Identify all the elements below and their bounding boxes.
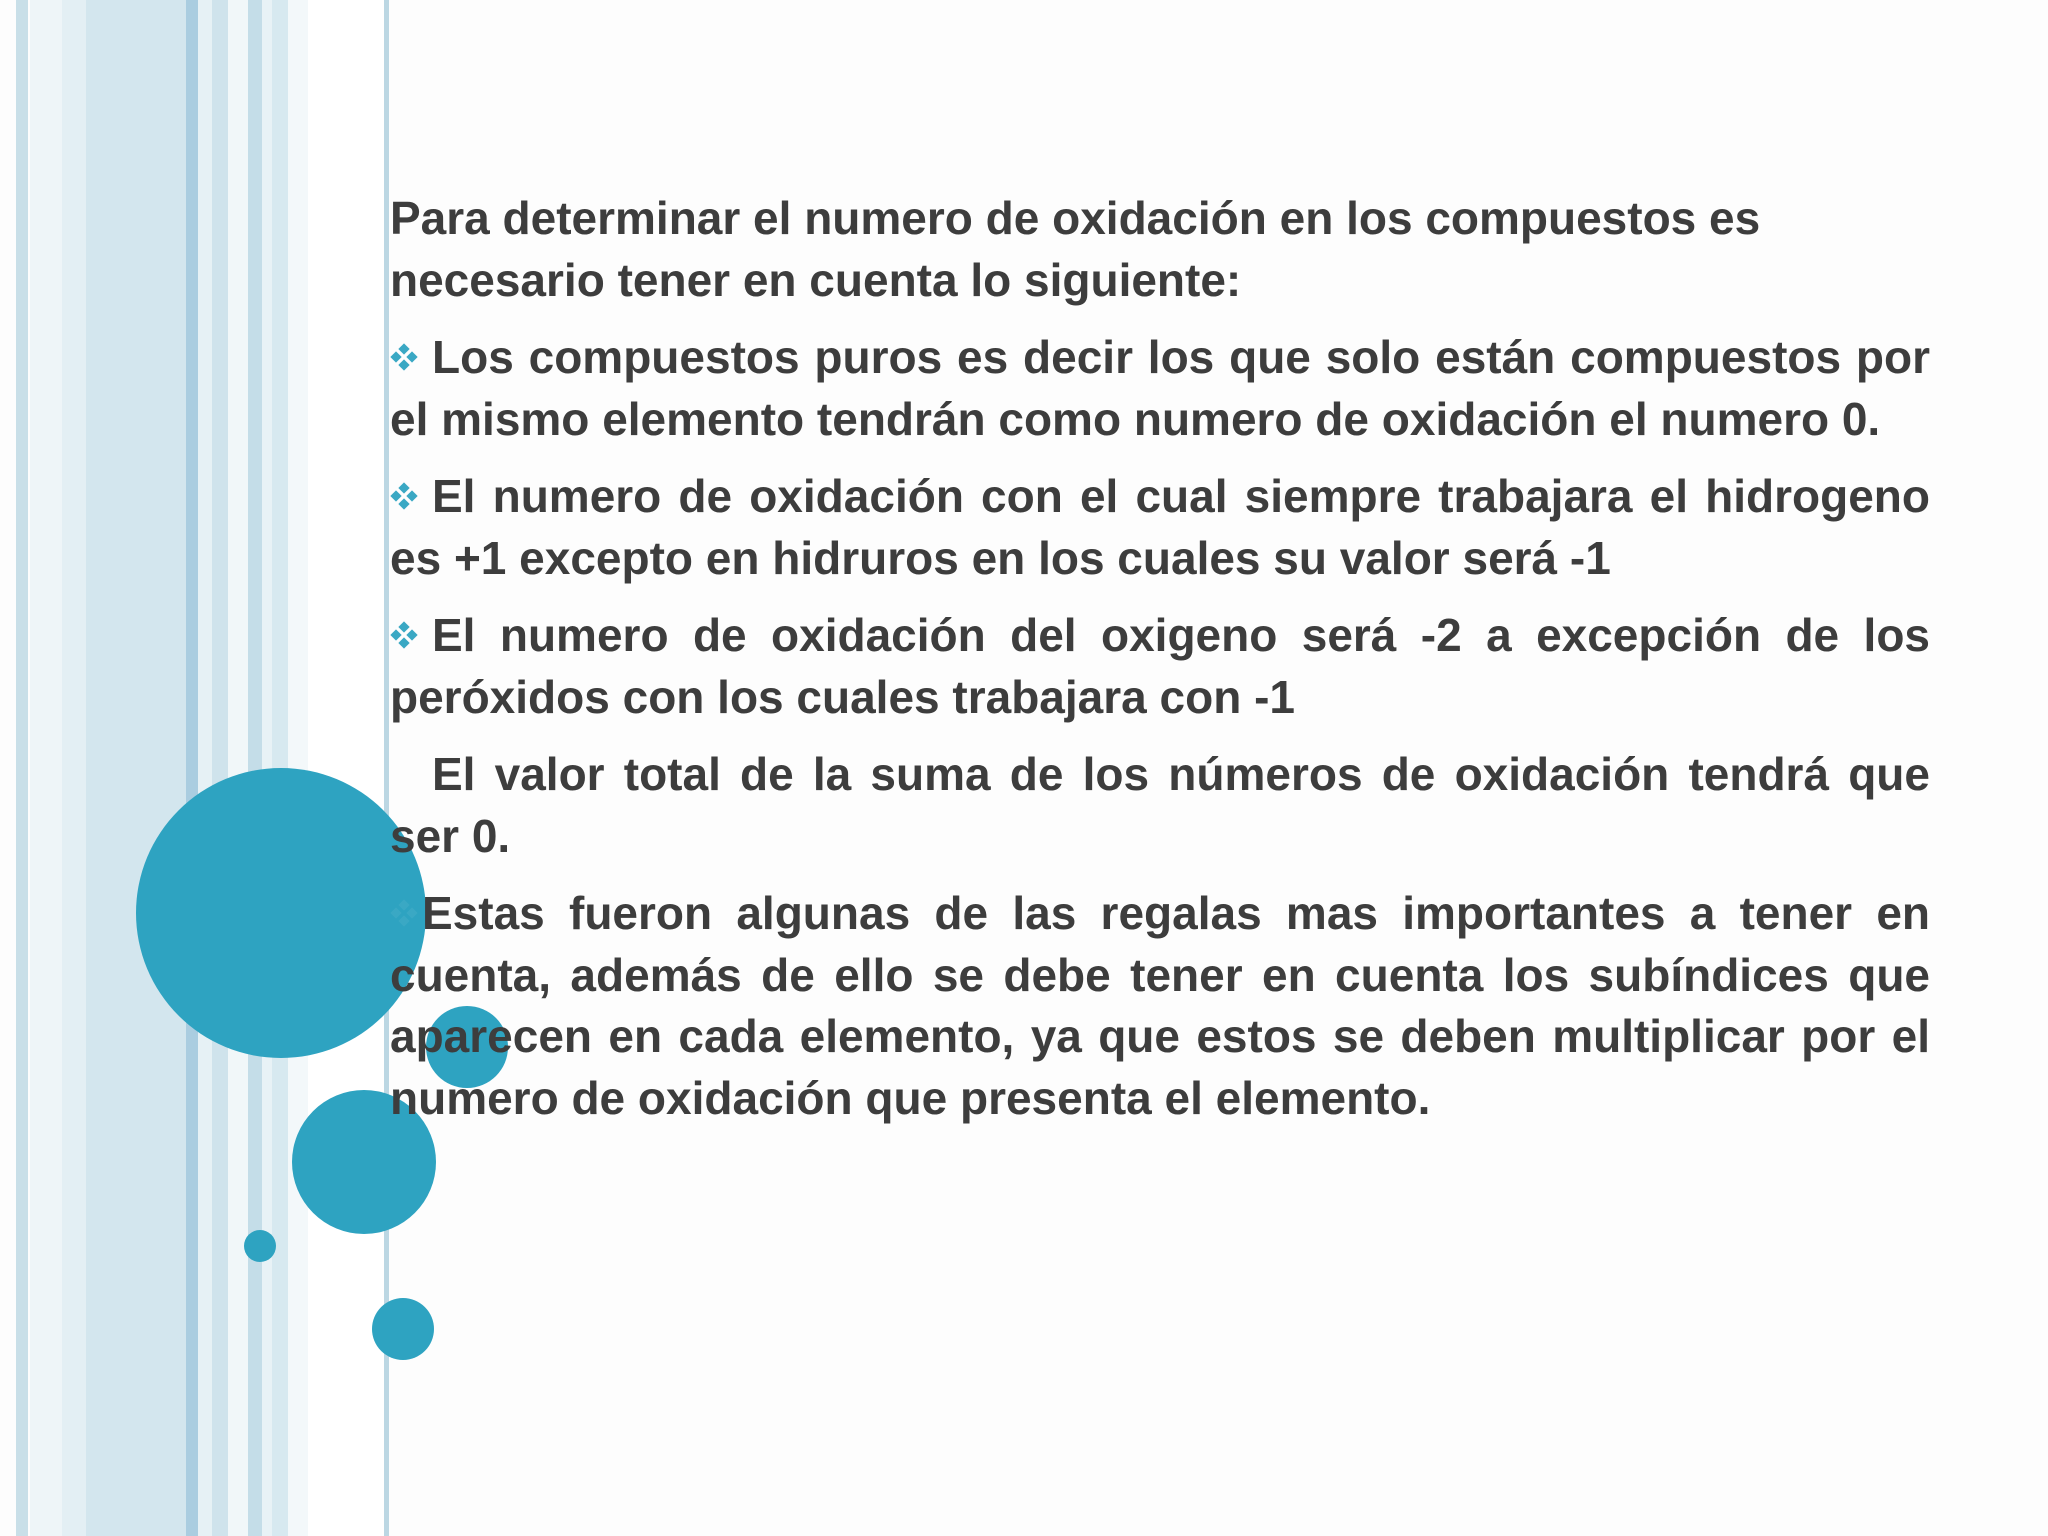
diamond-bullet-icon <box>390 343 418 371</box>
decorative-stripe <box>212 0 228 1536</box>
bullet-text: El numero de oxidación con el cual siempre trabajara el hidrogeno es +1 excepto en hidruros en los cuales su valor será -1 <box>390 470 1930 584</box>
decorative-circle <box>372 1298 434 1360</box>
slide-body <box>390 188 1930 1145</box>
bullet-text: Los compuestos puros es decir los que solo están compuestos por el mismo elemento tendrán como numero de oxidación el numero 0. <box>390 331 1930 445</box>
bullet-item <box>390 744 1930 867</box>
decorative-circle-large <box>136 768 426 1058</box>
bullet-text: El numero de oxidación del oxigeno será -2 a excepción de los peróxidos con los cuales trabajara con -1 <box>390 609 1930 723</box>
decorative-stripe <box>62 0 86 1536</box>
bullet-item <box>390 883 1930 1129</box>
decorative-stripe <box>16 0 28 1536</box>
bullet-text: El valor total de la suma de los números de oxidación tendrá que ser 0. <box>390 748 1930 862</box>
bullet-text: Estas fueron algunas de las regalas mas importantes a tener en cuenta, además de ello se debe tener en cuenta los subíndices que aparecen en cada elemento, ya que estos se deben multiplicar por el numero de oxidación que presenta el elemento. <box>390 887 1930 1124</box>
bullet-item <box>390 327 1930 450</box>
decorative-stripe <box>198 0 212 1536</box>
decorative-stripe <box>248 0 262 1536</box>
diamond-bullet-icon <box>390 621 418 649</box>
diamond-bullet-icon <box>390 482 418 510</box>
intro-text: Para determinar el numero de oxidación en los compuestos es necesario tener en cuenta lo siguiente: <box>390 192 1761 306</box>
bullet-item <box>390 466 1930 589</box>
decorative-stripe <box>86 0 186 1536</box>
bullet-item <box>390 605 1930 728</box>
decorative-stripe <box>186 0 198 1536</box>
decorative-stripe <box>308 0 384 1536</box>
decorative-stripe <box>30 0 62 1536</box>
decorative-stripe <box>228 0 248 1536</box>
decorative-circle-small <box>244 1230 276 1262</box>
diamond-bullet-icon <box>390 899 418 927</box>
